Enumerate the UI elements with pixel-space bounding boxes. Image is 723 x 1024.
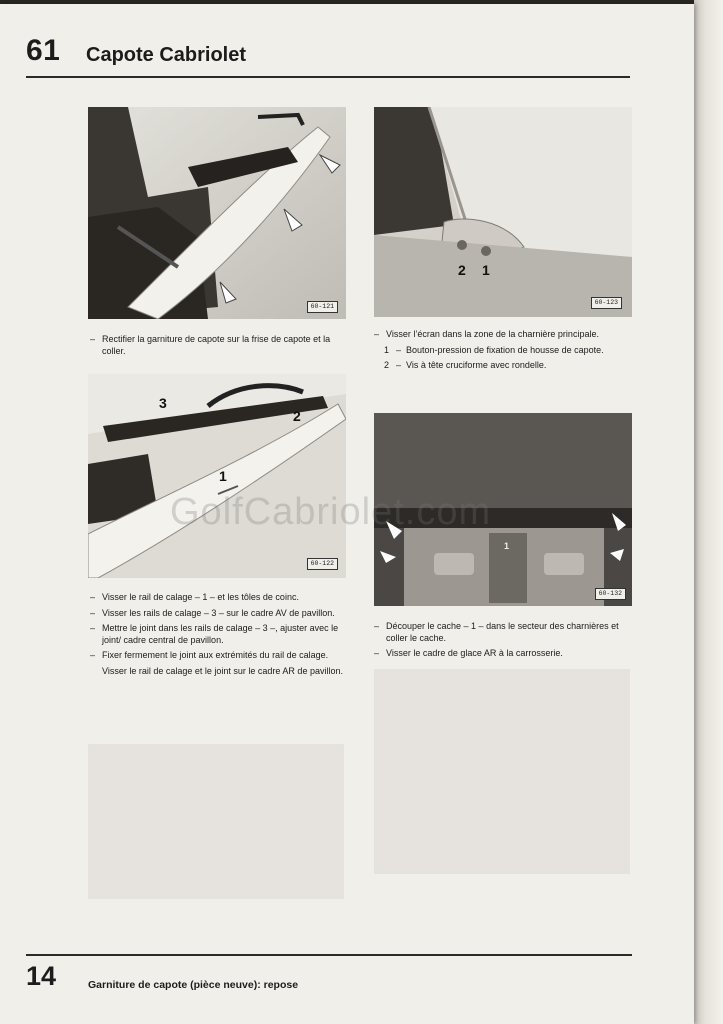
fig3-instructions: [88, 592, 346, 681]
callout-1: 1: [504, 541, 510, 551]
fig2-instructions: [372, 329, 628, 376]
instruction-step: – Visser le cadre de glace AR à la carrosserie.: [372, 648, 628, 660]
instruction-step: – Visser le rail de calage – 1 – et les tôles de coinc.: [88, 592, 346, 604]
legend-item: [384, 360, 628, 372]
instruction-step: – Découper le cache – 1 – dans le secteur des charnières et coller le cache.: [372, 621, 628, 644]
figure-ref-label: 60-122: [307, 558, 338, 570]
legend-number: 2: [384, 360, 390, 370]
legend-text: Bouton-pression de fixation de housse de capote.: [406, 344, 604, 355]
footer-title: Garniture de capote (pièce neuve): repose: [88, 979, 299, 991]
figure-60-122: [88, 374, 346, 578]
instruction-step: – Mettre le joint dans les rails de calage – 3 –, ajuster avec le joint/ cadre central de pavillon.: [88, 623, 346, 646]
legend-item: [384, 345, 628, 357]
show-through-right: [374, 669, 630, 874]
figure-ref-label: 60-132: [595, 588, 626, 600]
figure-60-123: [374, 107, 632, 317]
legend-number: 1: [384, 344, 390, 355]
footer-rule: [26, 954, 632, 956]
legend-text: Vis à tête cruciforme avec rondelle.: [406, 360, 547, 370]
callout-2: 2: [458, 262, 466, 278]
instruction-step: – Visser les rails de calage – 3 – sur le cadre AV de pavillon.: [88, 608, 346, 620]
instruction-step: – Visser l’écran dans la zone de la charnière principale.: [372, 329, 628, 341]
fig4-instructions: [372, 621, 628, 664]
page-number: 14: [26, 961, 57, 991]
figure-ref-label: 60-121: [307, 301, 338, 313]
header-rule: [26, 76, 630, 78]
fig1-instructions: [88, 334, 344, 361]
callout-1: 1: [219, 468, 227, 484]
figure-60-123-photo: [374, 107, 632, 317]
figure-60-121: [88, 107, 346, 319]
callout-1: 1: [482, 262, 490, 278]
instruction-step: – Rectifier la garniture de capote sur la frise de capote et la coller.: [88, 334, 344, 357]
instruction-note: Visser le rail de calage et le joint sur le cadre AR de pavillon.: [102, 665, 343, 676]
figure-60-122-photo: [88, 374, 346, 578]
figure-ref-label: 60-123: [591, 297, 622, 309]
figure-60-121-photo: [88, 107, 346, 319]
instruction-step: – Fixer fermement le joint aux extrémités du rail de calage.: [88, 650, 346, 662]
section-number: 61: [26, 34, 61, 67]
legend-dash: –: [396, 344, 402, 355]
show-through-left: [88, 744, 344, 899]
manual-page: [0, 4, 694, 1024]
page-edge: [694, 0, 723, 1024]
section-title: Capote Cabriolet: [86, 44, 247, 66]
legend-dash: –: [396, 360, 402, 370]
callout-3: 3: [159, 395, 167, 411]
callout-2: 2: [293, 408, 301, 424]
watermark: GolfCabriolet.com: [170, 491, 492, 533]
